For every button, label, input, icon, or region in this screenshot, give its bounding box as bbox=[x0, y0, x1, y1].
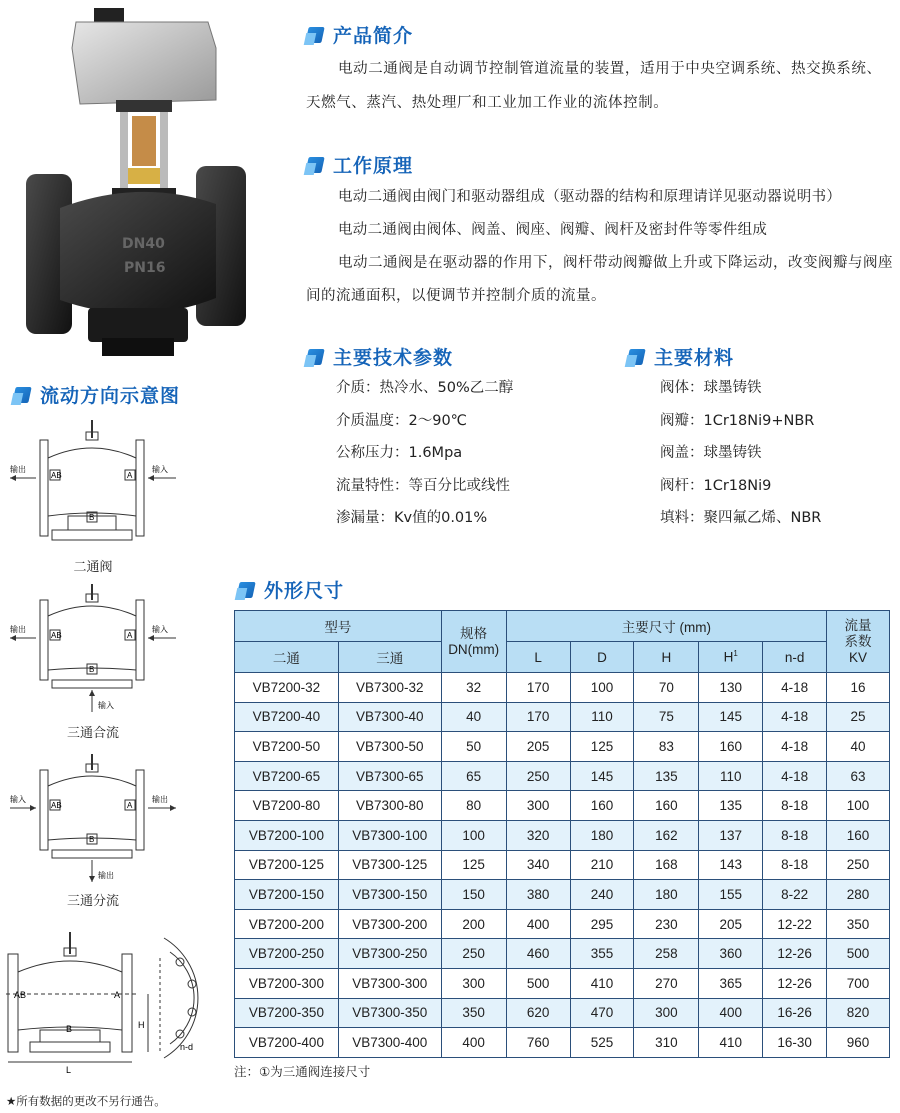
table-cell: 70 bbox=[634, 673, 699, 703]
table-cell: 63 bbox=[827, 761, 890, 791]
header-kv-line2: 系数 bbox=[844, 633, 872, 649]
table-cell: 145 bbox=[570, 761, 634, 791]
table-cell: 180 bbox=[570, 820, 634, 850]
table-cell: 310 bbox=[634, 1028, 699, 1058]
table-row bbox=[235, 968, 890, 998]
flow-title: 流动方向示意图 bbox=[40, 385, 181, 407]
principle-heading bbox=[305, 151, 413, 178]
table-cell: 4-18 bbox=[763, 761, 827, 791]
table-row bbox=[235, 850, 890, 880]
table-cell: 162 bbox=[634, 820, 699, 850]
spec-item: 公称压力：1.6Mpa bbox=[336, 445, 463, 461]
table-cell: 135 bbox=[634, 761, 699, 791]
table-cell: 410 bbox=[699, 1028, 763, 1058]
table-cell: 360 bbox=[699, 939, 763, 969]
dimensions-table-body bbox=[235, 673, 890, 1058]
table-cell: 320 bbox=[506, 820, 570, 850]
table-cell: 160 bbox=[634, 791, 699, 821]
arrow-left-icon bbox=[10, 635, 16, 641]
table-cell: VB7200-350 bbox=[235, 998, 339, 1028]
table-cell: 16-26 bbox=[763, 998, 827, 1028]
table-cell: 110 bbox=[570, 702, 634, 732]
table-cell: 205 bbox=[506, 732, 570, 762]
table-cell: VB7200-300 bbox=[235, 968, 339, 998]
spec-item: 流量特性：等百分比或线性 bbox=[336, 477, 510, 494]
flow-caption-1: 二通阀 bbox=[73, 560, 113, 575]
table-cell: 145 bbox=[699, 702, 763, 732]
table-cell: 8-18 bbox=[763, 791, 827, 821]
table-cell: VB7300-200 bbox=[338, 909, 441, 939]
footnote: ★所有数据的更改不另行通告。 bbox=[6, 1094, 166, 1108]
header-three: 三通 bbox=[338, 642, 441, 673]
heading-marker-icon bbox=[236, 580, 256, 600]
intro-text: 电动二通阀是自动调节控制管道流量的装置，适用于中央空调系统、热交换系统、天燃气、蒸汽、热处理厂和工业加工作业的流体控制。 bbox=[306, 61, 882, 111]
table-cell: 230 bbox=[634, 909, 699, 939]
table-cell: 500 bbox=[506, 968, 570, 998]
table-cell: 400 bbox=[441, 1028, 506, 1058]
table-cell: 460 bbox=[506, 939, 570, 969]
header-main: 主要尺寸 (mm) bbox=[506, 611, 826, 642]
flow-diagram-merge bbox=[8, 582, 178, 714]
port-b-label: B bbox=[89, 513, 95, 522]
table-cell: 160 bbox=[699, 732, 763, 762]
principle-line-1: 电动二通阀由阀门和驱动器组成（驱动器的结构和原理请详见驱动器说明书） bbox=[338, 189, 842, 205]
header-model: 型号 bbox=[235, 611, 442, 642]
spec-item: 介质温度：2～90℃ bbox=[336, 412, 467, 429]
port-a-label: A bbox=[127, 631, 133, 640]
in-label: 输入 bbox=[152, 465, 168, 474]
table-cell: VB7200-250 bbox=[235, 939, 339, 969]
in-label: 输入 bbox=[98, 701, 114, 710]
material-item: 阀瓣：1Cr18Ni9+NBR bbox=[660, 412, 815, 429]
table-cell: 470 bbox=[570, 998, 634, 1028]
dimensions-table bbox=[234, 610, 890, 1058]
out-label: 输出 bbox=[10, 465, 26, 474]
table-cell: 137 bbox=[699, 820, 763, 850]
table-cell: VB7200-100 bbox=[235, 820, 339, 850]
dim-l-label: L bbox=[66, 1065, 72, 1074]
dimensions-heading bbox=[236, 576, 344, 603]
table-cell: 200 bbox=[441, 909, 506, 939]
table-cell: 100 bbox=[827, 791, 890, 821]
arrow-right-icon bbox=[30, 805, 36, 811]
port-a-label: A bbox=[127, 801, 133, 810]
spec-item: 介质：热冷水、50%乙二醇 bbox=[336, 380, 514, 396]
table-cell: VB7300-300 bbox=[338, 968, 441, 998]
table-row bbox=[235, 880, 890, 910]
header-h: H bbox=[634, 642, 699, 673]
table-cell: 12-26 bbox=[763, 939, 827, 969]
material-item: 阀体：球墨铸铁 bbox=[660, 380, 762, 396]
table-cell: 160 bbox=[827, 820, 890, 850]
arrow-left-icon bbox=[10, 475, 16, 481]
header-l: L bbox=[506, 642, 570, 673]
table-cell: 295 bbox=[570, 909, 634, 939]
header-h1-label: H bbox=[723, 649, 734, 665]
table-cell: 350 bbox=[827, 909, 890, 939]
table-cell: VB7200-400 bbox=[235, 1028, 339, 1058]
table-cell: 25 bbox=[827, 702, 890, 732]
header-spec bbox=[441, 611, 506, 673]
header-spec-unit: DN(mm) bbox=[448, 641, 500, 657]
principle-line-2: 电动二通阀由阀体、阀盖、阀座、阀瓣、阀杆及密封件等零件组成 bbox=[338, 222, 768, 238]
port-b-label: B bbox=[66, 1024, 73, 1034]
port-b-label: B bbox=[89, 665, 95, 674]
table-cell: 500 bbox=[827, 939, 890, 969]
table-row bbox=[235, 702, 890, 732]
table-cell: 410 bbox=[570, 968, 634, 998]
table-note: 注：①为三通阀连接尺寸 bbox=[234, 1064, 371, 1079]
out-label: 输出 bbox=[98, 871, 114, 880]
table-cell: 180 bbox=[634, 880, 699, 910]
table-cell: 210 bbox=[570, 850, 634, 880]
table-cell: 525 bbox=[570, 1028, 634, 1058]
dim-h-label: H bbox=[138, 1020, 145, 1030]
table-cell: 960 bbox=[827, 1028, 890, 1058]
dimension-drawing bbox=[4, 928, 230, 1074]
table-cell: 250 bbox=[506, 761, 570, 791]
table-cell: 65 bbox=[441, 761, 506, 791]
table-cell: 4-18 bbox=[763, 673, 827, 703]
material-item: 阀盖：球墨铸铁 bbox=[660, 445, 762, 461]
table-cell: VB7200-65 bbox=[235, 761, 339, 791]
table-cell: 380 bbox=[506, 880, 570, 910]
table-cell: 160 bbox=[570, 791, 634, 821]
table-cell: 143 bbox=[699, 850, 763, 880]
header-nd: n-d bbox=[763, 642, 827, 673]
port-ab-label: AB bbox=[14, 990, 27, 1000]
heading-marker-icon bbox=[305, 347, 325, 367]
material-item: 填料：聚四氟乙烯、NBR bbox=[660, 510, 822, 526]
table-row bbox=[235, 761, 890, 791]
in-label: 输入 bbox=[152, 625, 168, 634]
table-cell: VB7200-40 bbox=[235, 702, 339, 732]
port-ab-label: AB bbox=[51, 631, 62, 640]
table-cell: 125 bbox=[570, 732, 634, 762]
table-cell: VB7300-400 bbox=[338, 1028, 441, 1058]
header-h1 bbox=[699, 642, 763, 673]
table-cell: 125 bbox=[441, 850, 506, 880]
table-cell: 350 bbox=[441, 998, 506, 1028]
header-h1-sup: 1 bbox=[733, 649, 738, 659]
table-cell: 100 bbox=[570, 673, 634, 703]
table-row bbox=[235, 820, 890, 850]
arrow-up-icon bbox=[89, 690, 95, 696]
table-cell: 170 bbox=[506, 702, 570, 732]
table-cell: VB7300-150 bbox=[338, 880, 441, 910]
table-cell: 135 bbox=[699, 791, 763, 821]
spec-item: 渗漏量：Kv值的0.01% bbox=[336, 510, 488, 526]
flow-heading bbox=[12, 381, 180, 408]
table-cell: 75 bbox=[634, 702, 699, 732]
port-ab-label: AB bbox=[51, 471, 62, 480]
port-ab-label: AB bbox=[51, 801, 62, 810]
intro-heading bbox=[305, 21, 413, 48]
table-cell: VB7300-125 bbox=[338, 850, 441, 880]
heading-marker-icon bbox=[626, 347, 646, 367]
principle-line-3: 电动二通阀是在驱动器的作用下，阀杆带动阀瓣做上升或下降运动，改变阀瓣与阀座间的流通面积，以便调节并控制介质的流量。 bbox=[306, 255, 893, 304]
specs-heading bbox=[305, 343, 453, 370]
port-a-label: A bbox=[127, 471, 133, 480]
principle-lines bbox=[306, 181, 896, 313]
table-cell: 40 bbox=[441, 702, 506, 732]
body-dn-text: DN40 bbox=[122, 236, 165, 252]
specs-list bbox=[336, 372, 513, 535]
port-b-label: B bbox=[89, 835, 95, 844]
table-cell: 4-18 bbox=[763, 702, 827, 732]
table-cell: 16 bbox=[827, 673, 890, 703]
table-cell: 8-18 bbox=[763, 820, 827, 850]
table-cell: VB7200-150 bbox=[235, 880, 339, 910]
table-cell: 270 bbox=[634, 968, 699, 998]
table-cell: VB7300-350 bbox=[338, 998, 441, 1028]
flow-caption-3: 三通分流 bbox=[66, 894, 119, 909]
header-kv-line1: 流量 bbox=[844, 617, 872, 633]
flow-diagram-split bbox=[8, 752, 178, 884]
table-cell: 170 bbox=[506, 673, 570, 703]
table-cell: VB7200-32 bbox=[235, 673, 339, 703]
heading-marker-icon bbox=[305, 25, 325, 45]
table-cell: 355 bbox=[570, 939, 634, 969]
table-cell: 155 bbox=[699, 880, 763, 910]
table-row bbox=[235, 791, 890, 821]
table-cell: VB7300-32 bbox=[338, 673, 441, 703]
table-cell: 300 bbox=[506, 791, 570, 821]
table-row bbox=[235, 939, 890, 969]
table-cell: 50 bbox=[441, 732, 506, 762]
product-photo bbox=[20, 8, 252, 360]
header-spec-label: 规格 bbox=[460, 625, 488, 641]
in-label: 输入 bbox=[10, 795, 26, 804]
table-cell: VB7300-250 bbox=[338, 939, 441, 969]
flow-caption-2: 三通合流 bbox=[66, 726, 119, 741]
principle-title: 工作原理 bbox=[333, 155, 414, 177]
table-cell: 280 bbox=[827, 880, 890, 910]
table-row bbox=[235, 1028, 890, 1058]
header-kv bbox=[827, 611, 890, 673]
table-cell: VB7300-40 bbox=[338, 702, 441, 732]
table-row bbox=[235, 998, 890, 1028]
table-cell: VB7200-80 bbox=[235, 791, 339, 821]
table-cell: 820 bbox=[827, 998, 890, 1028]
specs-title: 主要技术参数 bbox=[333, 347, 454, 369]
table-cell: VB7300-100 bbox=[338, 820, 441, 850]
out-label: 输出 bbox=[152, 795, 168, 804]
flow-diagram-two-way bbox=[8, 418, 178, 550]
heading-marker-icon bbox=[12, 385, 32, 405]
table-row bbox=[235, 909, 890, 939]
materials-list bbox=[660, 372, 821, 535]
table-cell: 250 bbox=[827, 850, 890, 880]
table-cell: VB7200-200 bbox=[235, 909, 339, 939]
materials-heading bbox=[626, 343, 734, 370]
table-cell: 258 bbox=[634, 939, 699, 969]
table-cell: 16-30 bbox=[763, 1028, 827, 1058]
table-cell: 760 bbox=[506, 1028, 570, 1058]
table-cell: 32 bbox=[441, 673, 506, 703]
table-cell: VB7300-50 bbox=[338, 732, 441, 762]
table-cell: 300 bbox=[634, 998, 699, 1028]
port-a-label: A bbox=[114, 990, 121, 1000]
table-cell: 400 bbox=[699, 998, 763, 1028]
table-cell: 130 bbox=[699, 673, 763, 703]
table-cell: 205 bbox=[699, 909, 763, 939]
arrow-right-icon bbox=[170, 805, 176, 811]
body-pn-text: PN16 bbox=[124, 260, 166, 276]
table-cell: 12-22 bbox=[763, 909, 827, 939]
dim-nd-label: n-d bbox=[180, 1042, 194, 1052]
material-item: 阀杆：1Cr18Ni9 bbox=[660, 477, 772, 494]
out-label: 输出 bbox=[10, 625, 26, 634]
dimensions-title: 外形尺寸 bbox=[264, 580, 345, 602]
arrow-left-icon bbox=[148, 475, 154, 481]
arrow-down-icon bbox=[89, 876, 95, 882]
materials-title: 主要材料 bbox=[654, 347, 735, 369]
table-cell: VB7200-50 bbox=[235, 732, 339, 762]
table-cell: 8-18 bbox=[763, 850, 827, 880]
table-cell: 700 bbox=[827, 968, 890, 998]
table-row bbox=[235, 673, 890, 703]
table-cell: VB7200-125 bbox=[235, 850, 339, 880]
table-cell: 620 bbox=[506, 998, 570, 1028]
header-d: D bbox=[570, 642, 634, 673]
table-cell: 240 bbox=[570, 880, 634, 910]
header-two: 二通 bbox=[235, 642, 339, 673]
table-cell: 8-22 bbox=[763, 880, 827, 910]
table-cell: 300 bbox=[441, 968, 506, 998]
table-cell: 340 bbox=[506, 850, 570, 880]
table-cell: 110 bbox=[699, 761, 763, 791]
heading-marker-icon bbox=[305, 155, 325, 175]
table-cell: 168 bbox=[634, 850, 699, 880]
table-cell: 150 bbox=[441, 880, 506, 910]
intro-title: 产品简介 bbox=[333, 25, 414, 47]
table-cell: 250 bbox=[441, 939, 506, 969]
table-cell: 400 bbox=[506, 909, 570, 939]
table-cell: 40 bbox=[827, 732, 890, 762]
table-cell: 83 bbox=[634, 732, 699, 762]
table-cell: VB7300-80 bbox=[338, 791, 441, 821]
table-cell: 4-18 bbox=[763, 732, 827, 762]
table-row bbox=[235, 732, 890, 762]
table-cell: VB7300-65 bbox=[338, 761, 441, 791]
header-kv-line3: KV bbox=[849, 649, 868, 665]
arrow-left-icon bbox=[148, 635, 154, 641]
table-cell: 12-26 bbox=[763, 968, 827, 998]
table-cell: 365 bbox=[699, 968, 763, 998]
table-cell: 100 bbox=[441, 820, 506, 850]
table-cell: 80 bbox=[441, 791, 506, 821]
